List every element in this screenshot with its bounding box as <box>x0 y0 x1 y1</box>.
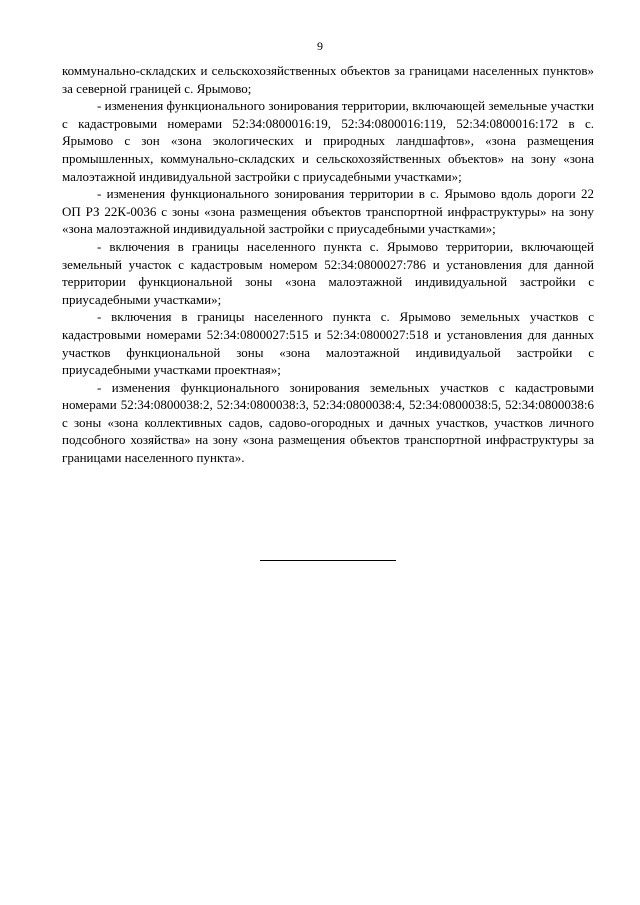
document-body <box>62 62 594 467</box>
paragraph-continuation: коммунально-складских и сельскохозяйственных объектов за границами населенных пунктов» за северной границей с. Ярымово; <box>62 63 594 96</box>
document-end-rule <box>260 560 396 561</box>
list-item-paragraph: - включения в границы населенного пункта с. Ярымово земельных участков с кадастровыми номерами 52:34:0800027:515 и 52:34:0800027:518 и установления для данных участков функциональной зоны «зона малоэтажной индивидуальой застройки с приусадебными участками проектная»; <box>62 309 594 378</box>
list-item-paragraph: - изменения функционального зонирования территории в с. Ярымово вдоль дороги 22 ОП РЗ 22К-0036 с зоны «зона размещения объектов транспортной инфраструктуры» на зону «зона малоэтажной индивидуальной застройки с приусадебными участками»; <box>62 186 594 237</box>
list-item-paragraph: - изменения функционального зонирования земельных участков с кадастровыми номерами 52:34:0800038:2, 52:34:0800038:3, 52:34:0800038:4, 52:34:0800038:5, 52:34:0800038:6 с зоны «зона коллективных садов, садово-огородных и дачных участков, участков личного подсобного хозяйства» на зону «зона размещения объектов транспортной инфраструктуры за границами населенного пункта». <box>62 379 594 466</box>
page-number: 9 <box>317 39 323 53</box>
list-item-paragraph: - включения в границы населенного пункта с. Ярымово территории, включающей земельный участок с кадастровым номером 52:34:0800027:786 и установления для данной территории функциональной зоны «зона малоэтажной индивидуальной застройки с приусадебными участками»; <box>62 238 594 307</box>
list-item-paragraph: - изменения функционального зонирования территории, включающей земельные участки с кадастровыми номерами 52:34:0800016:19, 52:34:0800016:119, 52:34:0800016:172 в с. Ярымово с зон «зона экологических и природных ландшафтов», «зона размещения промышленных, коммунально-складских и сельскохозяйственных объектов» на зону «зона малоэтажной индивидуальной застройки с приусадебными участками»; <box>62 98 594 184</box>
